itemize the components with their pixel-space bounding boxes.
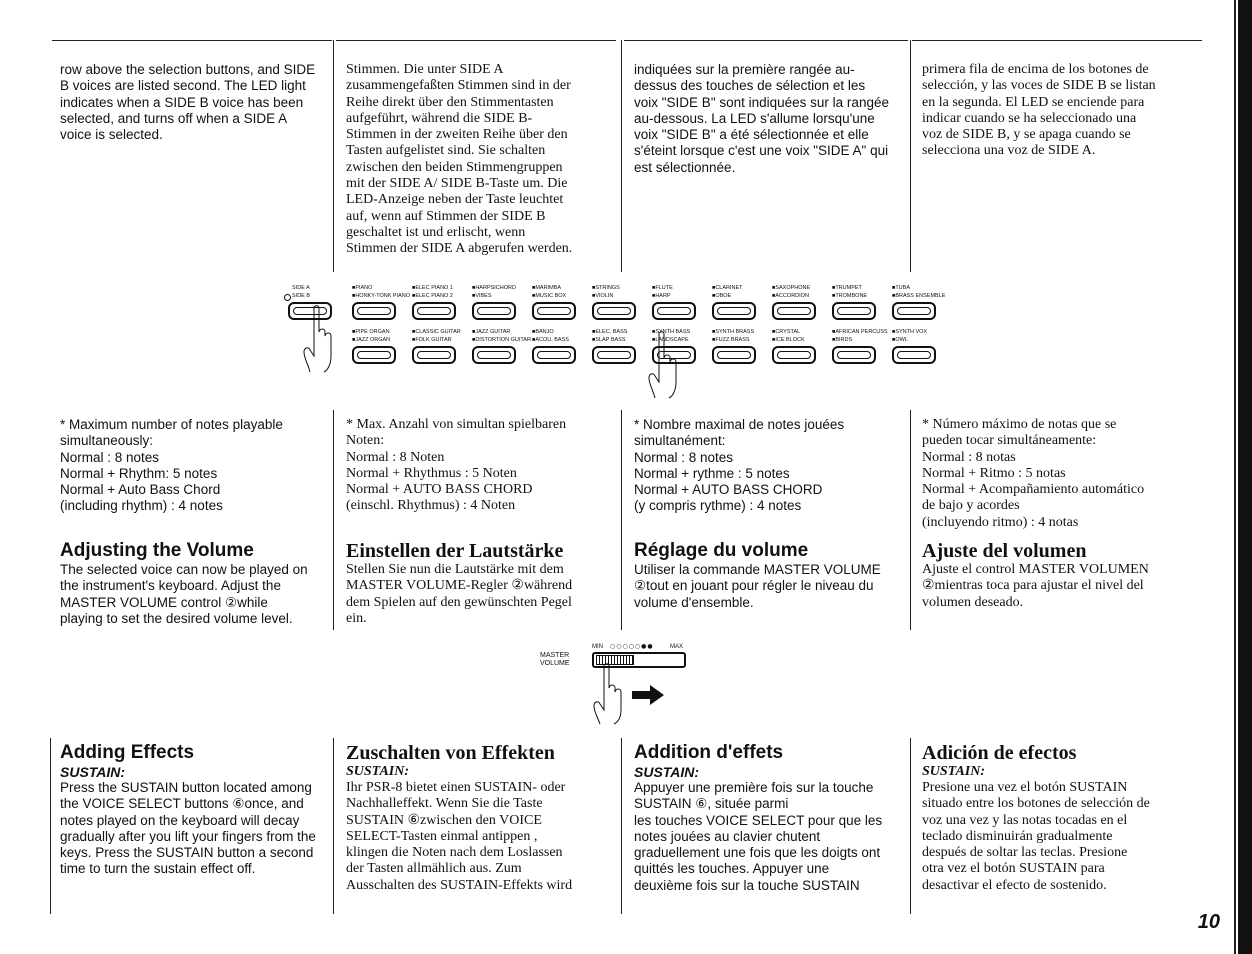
voice-select-button[interactable] <box>712 346 756 364</box>
voice-label-a: ■JAZZ GUITAR <box>472 329 511 335</box>
voice-label-b: ■DISTORTION GUITAR <box>472 337 531 343</box>
max-notes-es: * Número máximo de notas que se pueden tocar simultáneamente: Normal : 8 notas Normal + Ritmo : 5 notas Normal + Acompañamiento automático de bajo y acordes (incluyendo ritmo) : 4 notas <box>922 417 1145 530</box>
volume-section-en <box>60 540 332 627</box>
voice-label-b: ■JAZZ ORGAN <box>352 337 391 343</box>
voice-select-button[interactable] <box>832 302 876 320</box>
voice-select-button[interactable] <box>652 302 696 320</box>
left-edge-rule <box>50 738 51 914</box>
voice-label-a: ■AFRICAN PERCUSS <box>832 329 888 335</box>
volume-min-label: MIN <box>592 644 603 650</box>
voice-select-button[interactable] <box>472 346 516 364</box>
col-divider-2b <box>621 410 622 630</box>
volume-body-de: Stellen Sie nun die Lautstärke mit dem MASTER VOLUME-Regler ②während dem Spielen auf den gewünschten Pegel ein. <box>346 562 573 626</box>
effects-body-de: Ihr PSR-8 bietet einen SUSTAIN- oder Nachhalleffekt. Wenn Sie die Taste SUSTAIN ⑥zwischen den VOICE SELECT-Tasten einmal antippen , klingen die Noten nach dem Loslassen der Tasten allmählich aus. Zum Ausschalten des SUSTAIN-Effekts wird <box>346 780 573 893</box>
voice-label-b: ■HONKY-TONK PIANO <box>352 293 411 299</box>
sustain-subheading-es: SUSTAIN: <box>922 764 986 779</box>
volume-body-en: The selected voice can now be played on the instrument's keyboard. Adjust the MASTER VOLUME control ②while playing to set the desired volume level. <box>60 562 308 626</box>
voice-label-b: ■HARP <box>652 293 671 299</box>
finger-pointer-icon-2 <box>645 330 685 400</box>
effects-section-fr <box>634 742 910 894</box>
volume-heading-de: Einstellen der Lautstärke <box>346 540 564 562</box>
effects-heading-de: Zuschalten von Effekten <box>346 742 555 764</box>
top-text-fr: indiquées sur la première rangée au- dessus des touches de sélection et les voix "SIDE B" sont indiquées sur la rangée au-dessous. La LED s'allume lorsqu'une voix "SIDE B" a été sélectionnée et elle s'éteint lorsque c'est une voix "SIDE A" qui est sélectionnée. <box>634 62 889 175</box>
voice-label-b: ■ELEC PIANO 2 <box>412 293 453 299</box>
col-divider-3 <box>910 40 911 272</box>
voice-label-a: ■TRUMPET <box>832 285 862 291</box>
voice-select-button[interactable] <box>892 346 936 364</box>
voice-label-b: ■ACCORDION <box>772 293 809 299</box>
voice-label-b: ■OBOE <box>712 293 732 299</box>
voice-label-a: ■STRINGS <box>592 285 620 291</box>
arrow-right-icon <box>630 684 666 706</box>
voice-label-b: ■ICE BLOCK <box>772 337 805 343</box>
voice-select-button[interactable] <box>772 346 816 364</box>
effects-heading-fr: Addition d'effets <box>634 742 784 763</box>
voice-label-a: ■TUBA <box>892 285 910 291</box>
effects-section-de <box>346 742 618 894</box>
top-text-en: row above the selection buttons, and SIDE B voices are listed second. The LED light indicates when a SIDE B voice has been selected, and turns off when a SIDE A voice is selected. <box>60 62 316 143</box>
volume-body-fr: Utiliser la commande MASTER VOLUME ②tout en jouant pour régler le niveau du volume d'ensemble. <box>634 562 881 610</box>
voice-select-button[interactable] <box>412 302 456 320</box>
effects-body-fr: Appuyer une première fois sur la touche SUSTAIN ⑥, située parmi les touches VOICE SELECT pour que les notes jouées au clavier chutent graduellement une fois que les doigts ont quittés les touches. Appuyer une deuxième fois sur la touche SUSTAIN <box>634 780 883 893</box>
voice-label-a: ■PIANO <box>352 285 373 291</box>
top-rule-2 <box>336 40 616 41</box>
voice-select-button[interactable] <box>712 302 756 320</box>
max-notes-en: * Maximum number of notes playable simultaneously: Normal : 8 notes Normal + Rhythm: 5 notes Normal + Auto Bass Chord (including rhythm) : 4 notes <box>60 417 283 514</box>
effects-heading-en: Adding Effects <box>60 742 195 763</box>
volume-heading-es: Ajuste del volumen <box>922 540 1087 562</box>
page-edge-shadow <box>1238 0 1252 954</box>
effects-body-en: Press the SUSTAIN button located among the VOICE SELECT buttons ⑥once, and notes played on the keyboard will decay gradually after you lift your fingers from the keys. Press the SUSTAIN button a second time to turn the sustain effect off. <box>60 780 316 877</box>
volume-heading-fr: Réglage du volume <box>634 540 809 561</box>
voice-select-button[interactable] <box>352 346 396 364</box>
col-divider-3b <box>910 410 911 630</box>
effects-section-en <box>60 742 332 878</box>
voice-label-b: ■OWL <box>892 337 908 343</box>
finger-pointer-icon <box>300 304 340 374</box>
voice-select-button[interactable] <box>772 302 816 320</box>
top-text-es: primera fila de encima de los botones de selección, y las voces de SIDE B se listan en la segunda. El LED se enciende para indicar cuando se ha seleccionado una voz de SIDE B, y se apaga cuando se selecciona una voz de SIDE A. <box>922 62 1156 159</box>
finger-pointer-icon-3 <box>590 662 630 726</box>
voice-select-button[interactable] <box>592 302 636 320</box>
voice-label-a: ■SYNTH BASS <box>652 329 691 335</box>
max-notes-fr: * Nombre maximal de notes jouées simultanément: Normal : 8 notes Normal + rythme : 5 notes Normal + AUTO BASS CHORD (y compris rythme) : 4 notes <box>634 417 845 514</box>
voice-label-b: ■MUSIC BOX <box>532 293 567 299</box>
volume-section-es <box>922 540 1202 611</box>
top-text-de: Stimmen. Die unter SIDE A zusammengefaßten Stimmen sind in der Reihe direkt über den Stimmentasten aufgeführt, während die SIDE B- Stimmen in der zweiten Reihe über den Tasten aufgelistet sind. Sie schalten zwischen den beiden Stimmengruppen mit der SIDE A/ SIDE B-Taste um. Die LED-Anzeige neben der Taste leuchtet auf, wenn auf Stimmen der SIDE B geschaltet ist und erlischt, wenn Stimmen der SIDE A abgerufen werden. <box>346 62 573 257</box>
voice-label-b: ■VIBES <box>472 293 492 299</box>
voice-label-b: ■ACOU. BASS <box>532 337 569 343</box>
voice-label-a: ■FLUTE <box>652 285 673 291</box>
voice-select-panel <box>280 282 960 377</box>
volume-section-fr <box>634 540 910 611</box>
top-rule-3 <box>624 40 908 41</box>
volume-max-label: MAX <box>670 644 684 650</box>
sustain-subheading-en: SUSTAIN: <box>60 764 126 780</box>
top-rule-1 <box>52 40 332 41</box>
page-edge-line <box>1234 0 1236 954</box>
voice-label-b: ■LANDSCAPE <box>652 337 689 343</box>
col-divider-1 <box>333 40 334 272</box>
sustain-subheading-fr: SUSTAIN: <box>634 764 700 780</box>
col-divider-2 <box>621 40 622 272</box>
col-divider-1c <box>333 738 334 914</box>
voice-label-a: ■SAXOPHONE <box>772 285 811 291</box>
voice-select-button[interactable] <box>412 346 456 364</box>
voice-label-a: ■ELEC. BASS <box>592 329 628 335</box>
voice-select-button[interactable] <box>592 346 636 364</box>
volume-scale-dots: ○○○○○●● <box>610 643 654 650</box>
voice-label-a: ■CRYSTAL <box>772 329 801 335</box>
voice-select-button[interactable] <box>532 302 576 320</box>
volume-body-es: Ajuste el control MASTER VOLUMEN ②mientras toca para ajustar el nivel del volumen deseado. <box>922 562 1149 610</box>
voice-label-b: ■FOLK GUITAR <box>412 337 452 343</box>
voice-label-b: ■BIRDS <box>832 337 853 343</box>
voice-label-b: ■TROMBONE <box>832 293 868 299</box>
voice-select-button[interactable] <box>832 346 876 364</box>
col-divider-3c <box>910 738 911 914</box>
voice-label-b: ■BRASS ENSEMBLE <box>892 293 946 299</box>
voice-label-a: ■PIPE ORGAN <box>352 329 390 335</box>
voice-label-a: ■CLASSIC GUITAR <box>412 329 461 335</box>
effects-body-es: Presione una vez el botón SUSTAIN situado entre los botones de selección de voz una vez y las notas tocadas en el teclado disminuirán gradualmente después de soltar las teclas. Presione otra vez el botón SUSTAIN para desactivar el efecto de sostenido. <box>922 780 1150 893</box>
voice-label-b: ■SLAP BASS <box>592 337 626 343</box>
led-indicator <box>284 294 291 301</box>
voice-select-button[interactable] <box>532 346 576 364</box>
volume-section-de <box>346 540 618 627</box>
side-b-label: SIDE B <box>292 293 311 299</box>
voice-label-a: ■BANJO <box>532 329 554 335</box>
volume-heading-en: Adjusting the Volume <box>60 540 254 561</box>
top-rule-4 <box>912 40 1202 41</box>
voice-select-button[interactable] <box>892 302 936 320</box>
col-divider-2c <box>621 738 622 914</box>
voice-label-a: ■CLARINET <box>712 285 743 291</box>
master-volume-figure <box>530 642 710 727</box>
side-a-label: SIDE A <box>292 285 310 291</box>
voice-label-b: ■VIOLIN <box>592 293 614 299</box>
effects-heading-es: Adición de efectos <box>922 742 1077 764</box>
page-number: 10 <box>1197 911 1220 933</box>
voice-label-b: ■FUZZ BRASS <box>712 337 750 343</box>
voice-label-a: ■SYNTH VOX <box>892 329 928 335</box>
voice-label-a: ■ELEC PIANO 1 <box>412 285 453 291</box>
voice-select-button[interactable] <box>352 302 396 320</box>
effects-section-es <box>922 742 1202 894</box>
sustain-subheading-de: SUSTAIN: <box>346 764 410 779</box>
voice-label-a: ■SYNTH BRASS <box>712 329 755 335</box>
master-volume-label: MASTER VOLUME <box>540 652 570 667</box>
max-notes-de: * Max. Anzahl von simultan spielbaren Noten: Normal : 8 Noten Normal + Rhythmus : 5 Noten Normal + AUTO BASS CHORD (einschl. Rhythmus) : 4 Noten <box>346 417 567 514</box>
col-divider-1b <box>333 410 334 630</box>
voice-label-a: ■MARIMBA <box>532 285 561 291</box>
voice-label-a: ■HARPSICHORD <box>472 285 516 291</box>
voice-select-button[interactable] <box>472 302 516 320</box>
